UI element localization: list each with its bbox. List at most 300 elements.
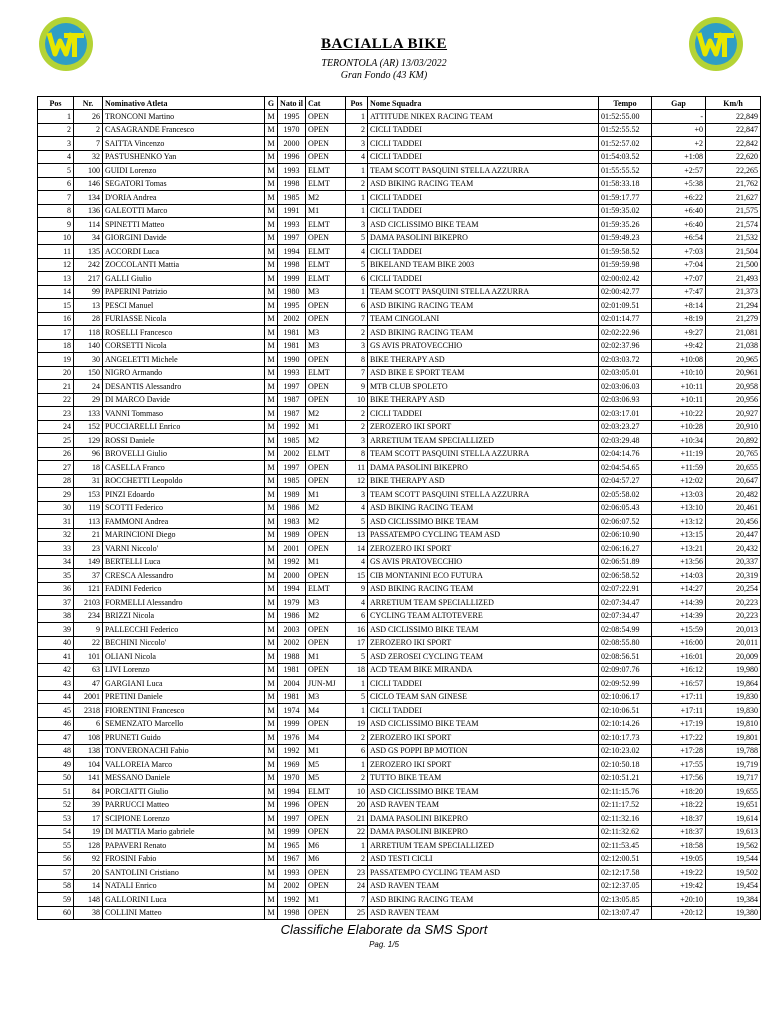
cell-team: DAMA PASOLINI BIKEPRO xyxy=(368,812,599,826)
cell-speed: 19,719 xyxy=(706,758,761,772)
cell-pos: 39 xyxy=(38,623,74,637)
cell-gap: +9:42 xyxy=(652,339,706,353)
cell-category: ELMT xyxy=(306,582,346,596)
cell-speed: 19,544 xyxy=(706,852,761,866)
cell-athlete: GALLI Giulio xyxy=(103,272,265,286)
cell-gap: +10:22 xyxy=(652,407,706,421)
cell-speed: 20,765 xyxy=(706,447,761,461)
cell-speed: 19,613 xyxy=(706,825,761,839)
cell-gender: M xyxy=(265,866,278,880)
cell-category: OPEN xyxy=(306,137,346,151)
cell-gender: M xyxy=(265,825,278,839)
cell-speed: 20,927 xyxy=(706,407,761,421)
cell-category: OPEN xyxy=(306,812,346,826)
cell-speed: 21,575 xyxy=(706,204,761,218)
cell-speed: 22,849 xyxy=(706,110,761,124)
cell-speed: 19,651 xyxy=(706,798,761,812)
cell-athlete: TRONCONI Martino xyxy=(103,110,265,124)
cell-time: 02:13:07.47 xyxy=(599,906,652,920)
cell-category: OPEN xyxy=(306,825,346,839)
table-row xyxy=(38,771,761,785)
cell-time: 02:07:34.47 xyxy=(599,609,652,623)
cell-gender: M xyxy=(265,542,278,556)
cell-time: 02:03:23.27 xyxy=(599,420,652,434)
cell-time: 02:11:32.62 xyxy=(599,825,652,839)
cell-born: 1976 xyxy=(278,731,306,745)
cell-cat-pos: 2 xyxy=(346,407,368,421)
cell-time: 02:10:17.73 xyxy=(599,731,652,745)
cell-gender: M xyxy=(265,717,278,731)
cell-gender: M xyxy=(265,258,278,272)
cell-team: ASD RAVEN TEAM xyxy=(368,906,599,920)
cell-athlete: OLIANI Nicola xyxy=(103,650,265,664)
cell-pos: 1 xyxy=(38,110,74,124)
cell-cat-pos: 1 xyxy=(346,204,368,218)
cell-pos: 9 xyxy=(38,218,74,232)
cell-team: CICLI TADDEI xyxy=(368,204,599,218)
cell-cat-pos: 11 xyxy=(346,461,368,475)
cell-pos: 33 xyxy=(38,542,74,556)
cell-time: 02:04:54.65 xyxy=(599,461,652,475)
cell-speed: 20,958 xyxy=(706,380,761,394)
cell-speed: 21,762 xyxy=(706,177,761,191)
cell-category: M1 xyxy=(306,555,346,569)
table-row xyxy=(38,663,761,677)
column-header-gender: G xyxy=(265,97,278,110)
cell-cat-pos: 5 xyxy=(346,231,368,245)
cell-cat-pos: 2 xyxy=(346,731,368,745)
cell-speed: 19,380 xyxy=(706,906,761,920)
cell-team: CICLI TADDEI xyxy=(368,191,599,205)
cell-speed: 21,038 xyxy=(706,339,761,353)
cell-team: ASD BIKING RACING TEAM xyxy=(368,501,599,515)
cell-athlete: DESANTIS Alessandro xyxy=(103,380,265,394)
cell-team: GS AVIS PRATOVECCHIO xyxy=(368,339,599,353)
cell-cat-pos: 2 xyxy=(346,771,368,785)
table-row xyxy=(38,636,761,650)
cell-gap: +14:39 xyxy=(652,596,706,610)
cell-time: 02:11:53.45 xyxy=(599,839,652,853)
cell-athlete: COLLINI Matteo xyxy=(103,906,265,920)
cell-speed: 19,655 xyxy=(706,785,761,799)
cell-gender: M xyxy=(265,515,278,529)
cell-pos: 34 xyxy=(38,555,74,569)
cell-speed: 21,294 xyxy=(706,299,761,313)
table-row xyxy=(38,110,761,124)
cell-gap: +10:11 xyxy=(652,393,706,407)
cell-team: ZEROZERO IKI SPORT xyxy=(368,731,599,745)
cell-born: 1992 xyxy=(278,893,306,907)
cell-born: 2003 xyxy=(278,623,306,637)
table-row xyxy=(38,839,761,853)
cell-team: ASD GS POPPI BP MOTION xyxy=(368,744,599,758)
footer-credit: Classifiche Elaborate da SMS Sport xyxy=(280,922,488,937)
cell-speed: 20,223 xyxy=(706,609,761,623)
cell-team: DAMA PASOLINI BIKEPRO xyxy=(368,825,599,839)
table-row xyxy=(38,569,761,583)
cell-pos: 49 xyxy=(38,758,74,772)
cell-bib: 17 xyxy=(74,812,103,826)
cell-category: M1 xyxy=(306,204,346,218)
cell-pos: 37 xyxy=(38,596,74,610)
document-header xyxy=(0,36,768,82)
cell-pos: 10 xyxy=(38,231,74,245)
cell-athlete: PAPERINI Patrizio xyxy=(103,285,265,299)
cell-category: ELMT xyxy=(306,177,346,191)
table-row xyxy=(38,204,761,218)
cell-gap: +13:10 xyxy=(652,501,706,515)
cell-bib: 2001 xyxy=(74,690,103,704)
cell-cat-pos: 5 xyxy=(346,515,368,529)
cell-category: M1 xyxy=(306,488,346,502)
cell-category: M1 xyxy=(306,420,346,434)
cell-cat-pos: 7 xyxy=(346,312,368,326)
cell-bib: 141 xyxy=(74,771,103,785)
cell-born: 1989 xyxy=(278,488,306,502)
cell-gender: M xyxy=(265,231,278,245)
cell-gender: M xyxy=(265,596,278,610)
cell-cat-pos: 6 xyxy=(346,744,368,758)
cell-born: 1969 xyxy=(278,758,306,772)
cell-cat-pos: 3 xyxy=(346,137,368,151)
cell-pos: 51 xyxy=(38,785,74,799)
table-row xyxy=(38,812,761,826)
cell-bib: 128 xyxy=(74,839,103,853)
cell-time: 01:54:03.52 xyxy=(599,150,652,164)
table-row xyxy=(38,285,761,299)
column-header-team: Nome Squadra xyxy=(368,97,599,110)
cell-bib: 47 xyxy=(74,677,103,691)
cell-speed: 21,500 xyxy=(706,258,761,272)
table-row xyxy=(38,461,761,475)
cell-cat-pos: 14 xyxy=(346,542,368,556)
cell-pos: 50 xyxy=(38,771,74,785)
cell-born: 1989 xyxy=(278,528,306,542)
cell-speed: 22,842 xyxy=(706,137,761,151)
cell-time: 01:59:58.52 xyxy=(599,245,652,259)
cell-gap: +1:08 xyxy=(652,150,706,164)
cell-category: M2 xyxy=(306,434,346,448)
cell-speed: 20,009 xyxy=(706,650,761,664)
cell-gender: M xyxy=(265,798,278,812)
event-location-date: TERONTOLA (AR) 13/03/2022 xyxy=(321,58,447,69)
table-row xyxy=(38,366,761,380)
cell-athlete: NIGRO Armando xyxy=(103,366,265,380)
cell-gender: M xyxy=(265,380,278,394)
cell-time: 02:01:09.51 xyxy=(599,299,652,313)
cell-gender: M xyxy=(265,839,278,853)
cell-pos: 22 xyxy=(38,393,74,407)
cell-time: 02:10:06.17 xyxy=(599,690,652,704)
cell-athlete: PALLECCHI Federico xyxy=(103,623,265,637)
table-row xyxy=(38,798,761,812)
cell-born: 1974 xyxy=(278,704,306,718)
cell-team: ARRETIUM TEAM SPECIALLIZED xyxy=(368,596,599,610)
cell-bib: 31 xyxy=(74,474,103,488)
cell-gender: M xyxy=(265,420,278,434)
cell-gender: M xyxy=(265,879,278,893)
column-header-gap: Gap xyxy=(652,97,706,110)
cell-born: 2000 xyxy=(278,137,306,151)
cell-pos: 53 xyxy=(38,812,74,826)
cell-team: ASD CICLISSIMO BIKE TEAM xyxy=(368,218,599,232)
cell-bib: 39 xyxy=(74,798,103,812)
cell-born: 1987 xyxy=(278,407,306,421)
cell-pos: 43 xyxy=(38,677,74,691)
cell-speed: 19,384 xyxy=(706,893,761,907)
cell-born: 2002 xyxy=(278,636,306,650)
cell-category: M3 xyxy=(306,339,346,353)
cell-team: BIKELAND TEAM BIKE 2003 xyxy=(368,258,599,272)
cell-speed: 20,647 xyxy=(706,474,761,488)
cell-gender: M xyxy=(265,636,278,650)
cell-gap: +16:57 xyxy=(652,677,706,691)
cell-born: 1996 xyxy=(278,150,306,164)
cell-bib: 9 xyxy=(74,623,103,637)
cell-pos: 30 xyxy=(38,501,74,515)
cell-bib: 21 xyxy=(74,528,103,542)
cell-cat-pos: 2 xyxy=(346,123,368,137)
cell-team: ASD BIKING RACING TEAM xyxy=(368,582,599,596)
cell-time: 02:06:51.89 xyxy=(599,555,652,569)
column-header-speed: Km/h xyxy=(706,97,761,110)
cell-athlete: BERTELLI Luca xyxy=(103,555,265,569)
cell-time: 01:52:55.00 xyxy=(599,110,652,124)
cell-category: OPEN xyxy=(306,461,346,475)
cell-pos: 47 xyxy=(38,731,74,745)
cell-pos: 23 xyxy=(38,407,74,421)
cell-speed: 21,493 xyxy=(706,272,761,286)
table-row xyxy=(38,218,761,232)
cell-cat-pos: 3 xyxy=(346,434,368,448)
table-row xyxy=(38,542,761,556)
cell-category: ELMT xyxy=(306,245,346,259)
cell-pos: 40 xyxy=(38,636,74,650)
cell-speed: 21,279 xyxy=(706,312,761,326)
cell-gap: +17:19 xyxy=(652,717,706,731)
cell-time: 02:13:05.85 xyxy=(599,893,652,907)
cell-cat-pos: 24 xyxy=(346,879,368,893)
cell-gender: M xyxy=(265,704,278,718)
cell-bib: 133 xyxy=(74,407,103,421)
cell-gap: +12:02 xyxy=(652,474,706,488)
cell-born: 1986 xyxy=(278,501,306,515)
table-row xyxy=(38,623,761,637)
cell-team: ASD CICLISSIMO BIKE TEAM xyxy=(368,623,599,637)
cell-cat-pos: 23 xyxy=(346,866,368,880)
cell-category: OPEN xyxy=(306,380,346,394)
results-table-body xyxy=(38,110,761,920)
race-name: Gran Fondo (43 KM) xyxy=(340,70,428,81)
cell-born: 1998 xyxy=(278,177,306,191)
cell-athlete: PUCCIARELLI Enrico xyxy=(103,420,265,434)
cell-bib: 19 xyxy=(74,825,103,839)
cell-category: OPEN xyxy=(306,150,346,164)
cell-team: ASD TESTI CICLI xyxy=(368,852,599,866)
cell-time: 02:06:16.27 xyxy=(599,542,652,556)
cell-gap: +18:37 xyxy=(652,812,706,826)
cell-gap: +7:47 xyxy=(652,285,706,299)
cell-gap: +6:40 xyxy=(652,204,706,218)
cell-team: CIB MONTANINI ECO FUTURA xyxy=(368,569,599,583)
cell-born: 1997 xyxy=(278,812,306,826)
cell-born: 1981 xyxy=(278,663,306,677)
cell-speed: 19,801 xyxy=(706,731,761,745)
cell-gender: M xyxy=(265,785,278,799)
cell-speed: 19,830 xyxy=(706,690,761,704)
cell-athlete: PAPAVERI Renato xyxy=(103,839,265,853)
table-row xyxy=(38,393,761,407)
cell-category: M6 xyxy=(306,852,346,866)
cell-category: OPEN xyxy=(306,798,346,812)
cell-team: BIKE THERAPY ASD xyxy=(368,353,599,367)
cell-born: 1981 xyxy=(278,339,306,353)
cell-athlete: ROSSI Daniele xyxy=(103,434,265,448)
table-row xyxy=(38,150,761,164)
cell-athlete: VANNI Tommaso xyxy=(103,407,265,421)
cell-born: 1986 xyxy=(278,609,306,623)
cell-pos: 15 xyxy=(38,299,74,313)
cell-bib: 99 xyxy=(74,285,103,299)
table-row xyxy=(38,123,761,137)
cell-time: 02:04:14.76 xyxy=(599,447,652,461)
cell-athlete: FROSINI Fabio xyxy=(103,852,265,866)
cell-category: OPEN xyxy=(306,906,346,920)
table-row xyxy=(38,312,761,326)
cell-team: ASD RAVEN TEAM xyxy=(368,798,599,812)
cell-gap: +19:42 xyxy=(652,879,706,893)
cell-born: 1998 xyxy=(278,906,306,920)
cell-time: 02:00:42.77 xyxy=(599,285,652,299)
table-row xyxy=(38,785,761,799)
cell-gender: M xyxy=(265,204,278,218)
cell-pos: 28 xyxy=(38,474,74,488)
cell-bib: 152 xyxy=(74,420,103,434)
cell-cat-pos: 1 xyxy=(346,110,368,124)
cell-bib: 92 xyxy=(74,852,103,866)
cell-speed: 20,447 xyxy=(706,528,761,542)
cell-gap: +9:27 xyxy=(652,326,706,340)
table-row xyxy=(38,191,761,205)
cell-team: ARRETIUM TEAM SPECIALLIZED xyxy=(368,839,599,853)
cell-pos: 12 xyxy=(38,258,74,272)
cell-bib: 2318 xyxy=(74,704,103,718)
cell-category: OPEN xyxy=(306,299,346,313)
cell-gap: +17:56 xyxy=(652,771,706,785)
table-row xyxy=(38,582,761,596)
cell-team: TUTTO BIKE TEAM xyxy=(368,771,599,785)
cell-pos: 21 xyxy=(38,380,74,394)
cell-time: 02:05:58.02 xyxy=(599,488,652,502)
cell-pos: 60 xyxy=(38,906,74,920)
cell-gender: M xyxy=(265,407,278,421)
cell-gap: +5:38 xyxy=(652,177,706,191)
cell-team: CICLI TADDEI xyxy=(368,704,599,718)
cell-category: M3 xyxy=(306,285,346,299)
table-row xyxy=(38,609,761,623)
cell-category: OPEN xyxy=(306,717,346,731)
table-row xyxy=(38,690,761,704)
cell-athlete: CORSETTI Nicola xyxy=(103,339,265,353)
cell-category: OPEN xyxy=(306,123,346,137)
cell-time: 02:02:37.96 xyxy=(599,339,652,353)
cell-category: ELMT xyxy=(306,218,346,232)
cell-bib: 38 xyxy=(74,906,103,920)
table-row xyxy=(38,447,761,461)
cell-gender: M xyxy=(265,299,278,313)
cell-gap: +17:55 xyxy=(652,758,706,772)
cell-gender: M xyxy=(265,366,278,380)
cell-bib: 2 xyxy=(74,123,103,137)
table-row xyxy=(38,380,761,394)
cell-gap: +19:22 xyxy=(652,866,706,880)
cell-team: TEAM SCOTT PASQUINI STELLA AZZURRA xyxy=(368,447,599,461)
cell-bib: 22 xyxy=(74,636,103,650)
cell-cat-pos: 8 xyxy=(346,353,368,367)
cell-gap: +13:56 xyxy=(652,555,706,569)
cell-cat-pos: 4 xyxy=(346,150,368,164)
cell-speed: 20,432 xyxy=(706,542,761,556)
cell-gap: +14:03 xyxy=(652,569,706,583)
cell-athlete: ZOCCOLANTI Mattia xyxy=(103,258,265,272)
cell-bib: 14 xyxy=(74,879,103,893)
cell-category: ELMT xyxy=(306,366,346,380)
cell-cat-pos: 3 xyxy=(346,488,368,502)
cell-born: 1997 xyxy=(278,380,306,394)
cell-born: 2000 xyxy=(278,569,306,583)
cell-gender: M xyxy=(265,528,278,542)
table-row xyxy=(38,677,761,691)
cell-time: 02:06:07.52 xyxy=(599,515,652,529)
cell-athlete: CASAGRANDE Francesco xyxy=(103,123,265,137)
cell-cat-pos: 12 xyxy=(346,474,368,488)
cell-gap: +18:58 xyxy=(652,839,706,853)
cell-team: ASD BIKING RACING TEAM xyxy=(368,177,599,191)
cell-team: BIKE THERAPY ASD xyxy=(368,474,599,488)
cell-time: 02:10:23.02 xyxy=(599,744,652,758)
cell-team: ASD BIKE E SPORT TEAM xyxy=(368,366,599,380)
cell-pos: 3 xyxy=(38,137,74,151)
cell-born: 1987 xyxy=(278,393,306,407)
cell-cat-pos: 5 xyxy=(346,258,368,272)
table-row xyxy=(38,879,761,893)
cell-time: 02:08:54.99 xyxy=(599,623,652,637)
table-row xyxy=(38,906,761,920)
cell-gender: M xyxy=(265,569,278,583)
cell-speed: 21,627 xyxy=(706,191,761,205)
table-row xyxy=(38,731,761,745)
column-header-athlete: Nominativo Atleta xyxy=(103,97,265,110)
cell-pos: 36 xyxy=(38,582,74,596)
cell-pos: 4 xyxy=(38,150,74,164)
cell-pos: 42 xyxy=(38,663,74,677)
cell-category: OPEN xyxy=(306,879,346,893)
cell-cat-pos: 2 xyxy=(346,420,368,434)
cell-gender: M xyxy=(265,609,278,623)
cell-bib: 20 xyxy=(74,866,103,880)
cell-pos: 27 xyxy=(38,461,74,475)
cell-athlete: SCIPIONE Lorenzo xyxy=(103,812,265,826)
cell-athlete: SAITTA Vincenzo xyxy=(103,137,265,151)
cell-cat-pos: 1 xyxy=(346,704,368,718)
cell-time: 02:10:50.18 xyxy=(599,758,652,772)
cell-athlete: LIVI Lorenzo xyxy=(103,663,265,677)
cell-gap: +16:12 xyxy=(652,663,706,677)
cell-team: CICLI TADDEI xyxy=(368,677,599,691)
cell-time: 02:03:03.72 xyxy=(599,353,652,367)
cell-pos: 45 xyxy=(38,704,74,718)
results-table-header xyxy=(38,97,761,110)
